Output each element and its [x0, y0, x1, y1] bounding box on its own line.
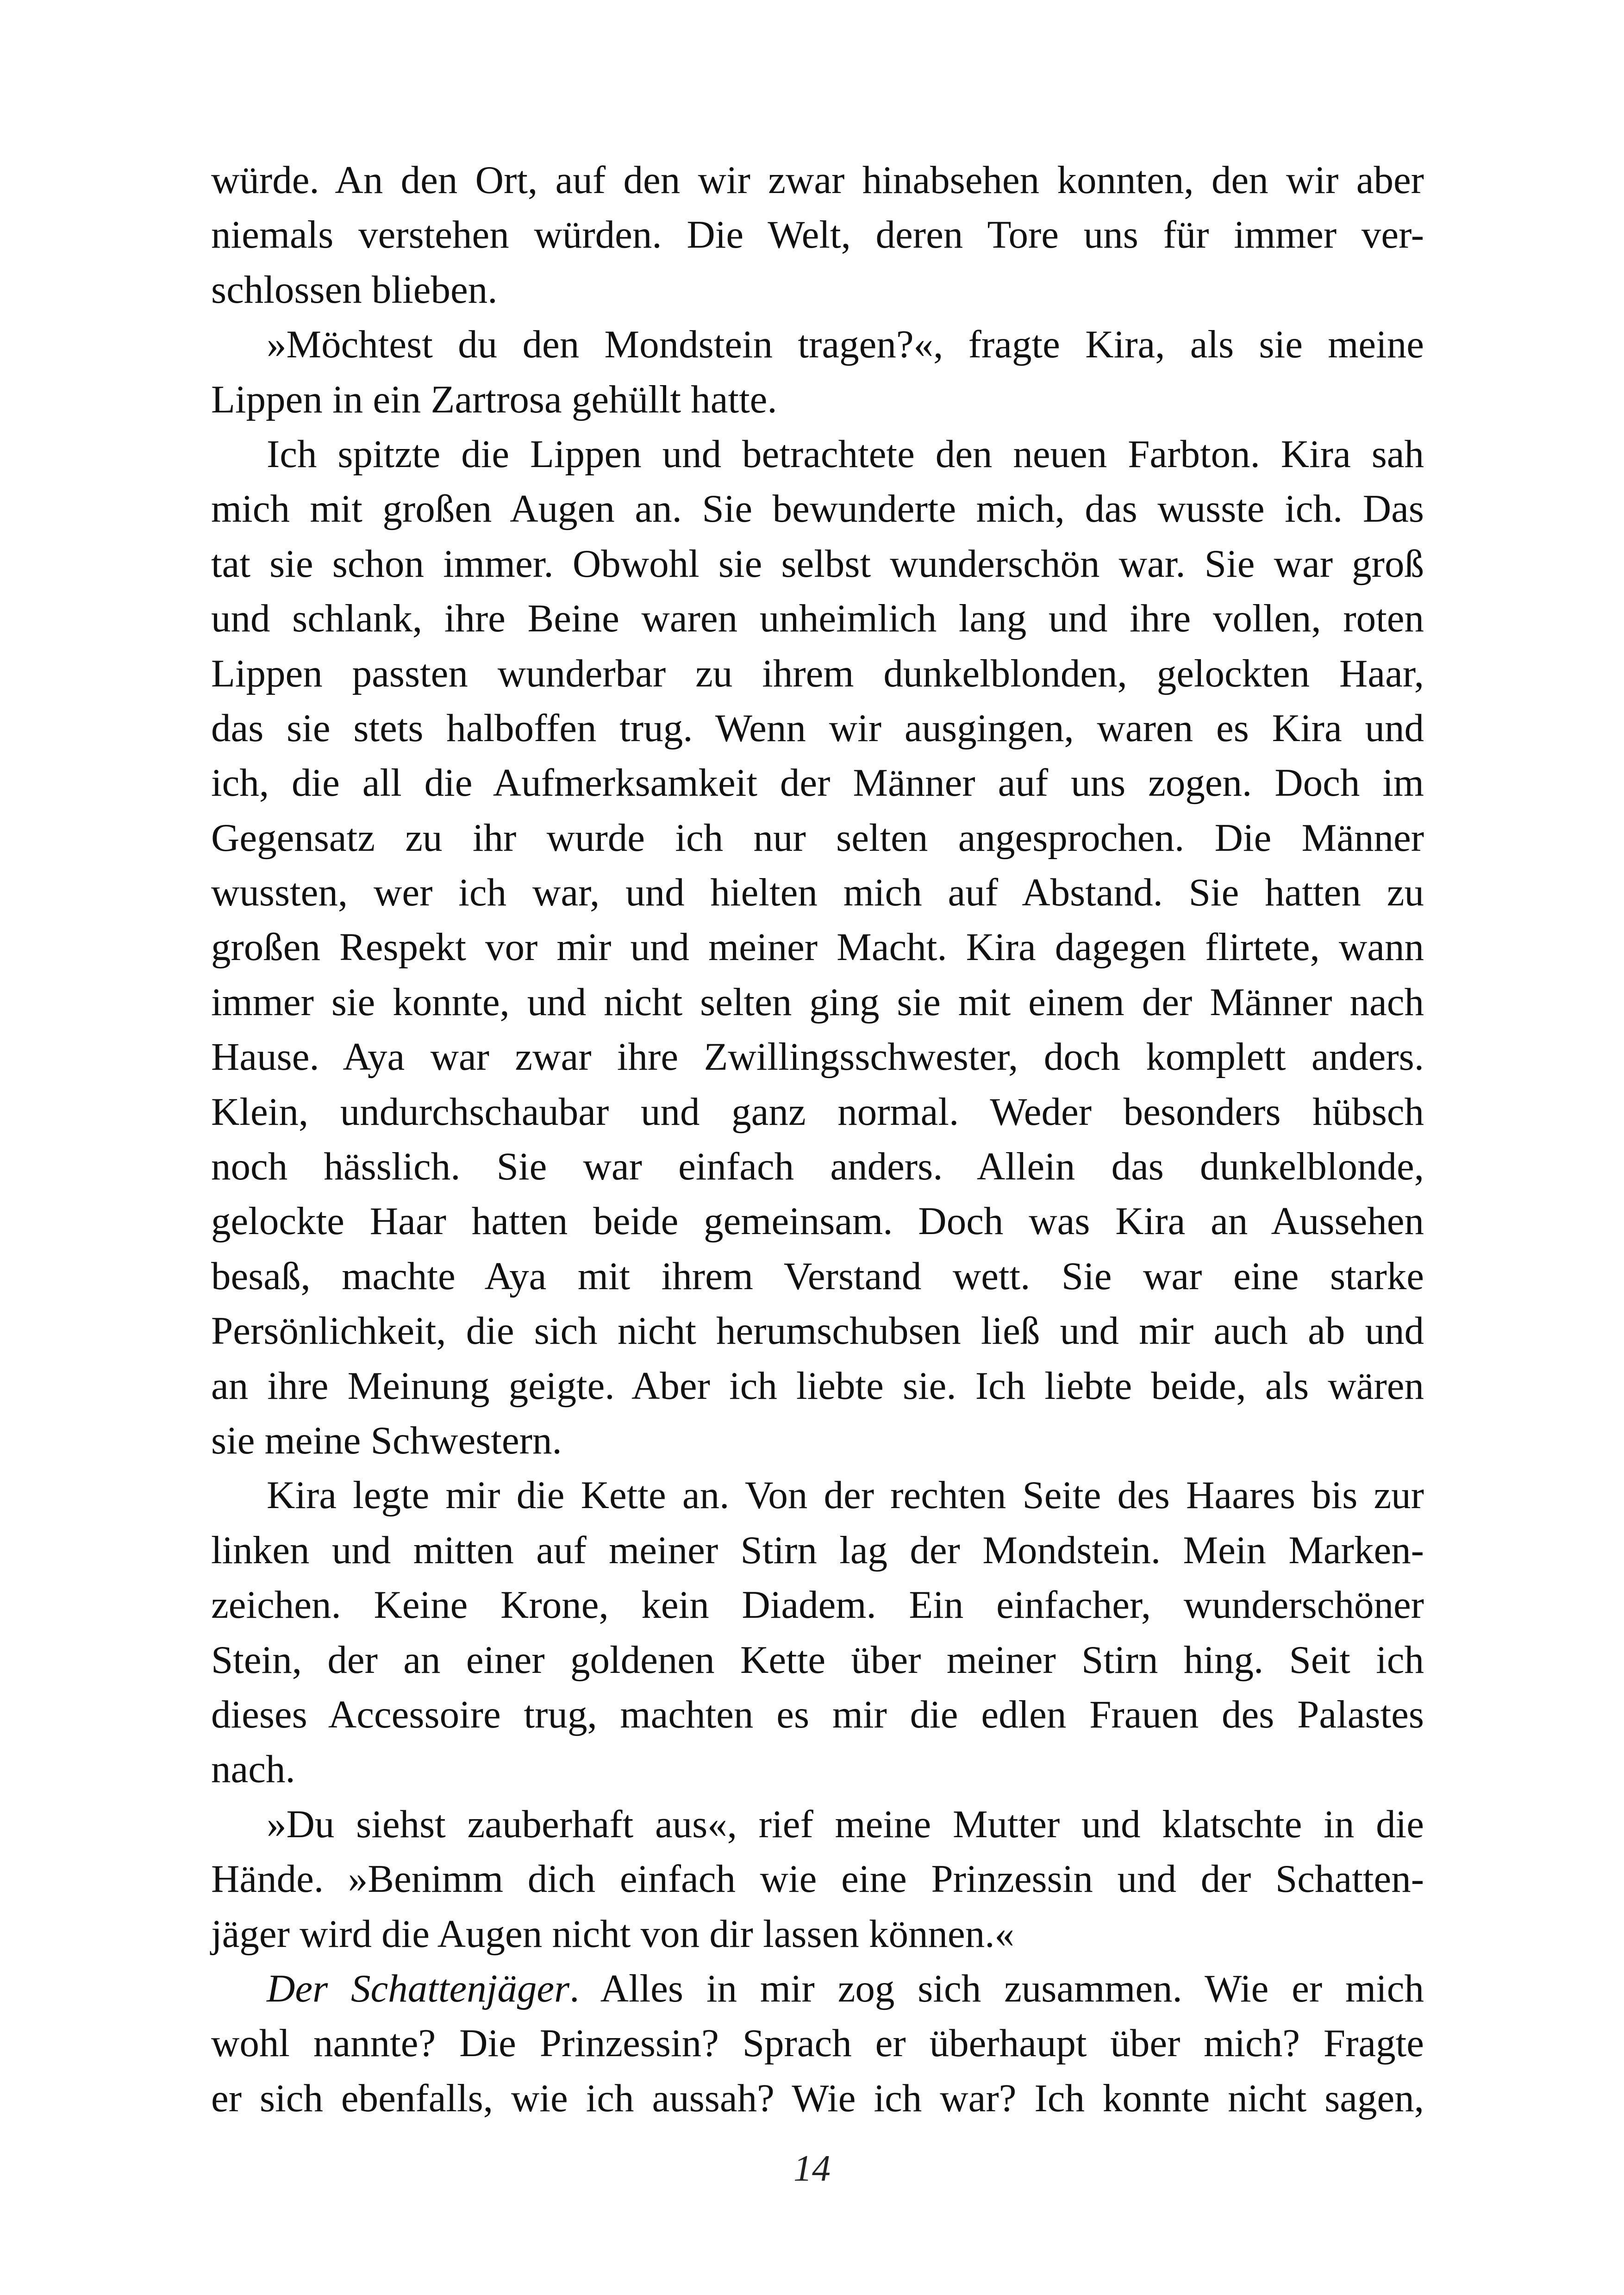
text-line: Stein, der an einer goldenen Kette über meiner Stirn hing. Seit ich [211, 1638, 1424, 1682]
text-line: an ihre Meinung geigte. Aber ich liebte sie. Ich liebte beide, als wären [211, 1364, 1424, 1408]
text-line: großen Respekt vor mir und meiner Macht. Kira dagegen flirtete, wann [211, 925, 1424, 969]
text-line: Lippen passten wunderbar zu ihrem dunkelblonden, gelockten Haar, [211, 651, 1424, 695]
text-line: besaß, machte Aya mit ihrem Verstand wett. Sie war eine starke [211, 1254, 1424, 1298]
text-line: Kira legte mir die Kette an. Von der rechten Seite des Haares bis zur [267, 1473, 1424, 1517]
text-line: tat sie schon immer. Obwohl sie selbst wunderschön war. Sie war groß [211, 542, 1424, 586]
text-line: mich mit großen Augen an. Sie bewunderte mich, das wusste ich. Das [211, 487, 1424, 531]
text-line: gelockte Haar hatten beide gemeinsam. Doch was Kira an Aussehen [211, 1199, 1424, 1243]
text-line: Klein, undurchschaubar und ganz normal. Weder besonders hübsch [211, 1090, 1424, 1134]
text-line [211, 1961, 1424, 2016]
text-line: Hände. »Benimm dich einfach wie eine Prinzessin und der Schatten- [211, 1857, 1424, 1901]
text-line: und schlank, ihre Beine waren unheimlich lang und ihre vollen, roten [211, 597, 1424, 641]
text-line: Lippen in ein Zartrosa gehüllt hatte. [211, 377, 777, 421]
text-line: noch hässlich. Sie war einfach anders. Allein das dunkelblonde, [211, 1145, 1424, 1189]
text-line: er sich ebenfalls, wie ich aussah? Wie ich war? Ich konnte nicht sagen, [211, 2076, 1424, 2120]
text-line: Persönlichkeit, die sich nicht herumschubsen ließ und mir auch ab und [211, 1309, 1424, 1353]
text-line: schlossen blieben. [211, 268, 498, 312]
text-line: das sie stets halboffen trug. Wenn wir ausgingen, waren es Kira und [211, 706, 1424, 750]
text-line: sie meine Schwestern. [211, 1418, 562, 1462]
text-line: »Du siehst zauberhaft aus«, rief meine Mutter und klatschte in die [267, 1802, 1424, 1846]
page-number: 14 [793, 2148, 831, 2189]
text-line: linken und mitten auf meiner Stirn lag der Mondstein. Mein Marken- [211, 1528, 1424, 1572]
body-text [211, 153, 1424, 2126]
line-rest: . Alles in mir zog sich zusammen. Wie er mich [569, 1966, 1424, 2010]
text-line: niemals verstehen würden. Die Welt, deren Tore uns für immer ver- [211, 213, 1424, 257]
text-line: »Möchtest du den Mondstein tragen?«, fragte Kira, als sie meine [267, 323, 1424, 367]
text-line: Ich spitzte die Lippen und betrachtete den neuen Farbton. Kira sah [267, 432, 1424, 476]
text-line: wussten, wer ich war, und hielten mich auf Abstand. Sie hatten zu [211, 871, 1424, 915]
text-line: Gegensatz zu ihr wurde ich nur selten angesprochen. Die Männer [211, 816, 1424, 860]
text-line: würde. An den Ort, auf den wir zwar hinabsehen konnten, den wir aber [211, 158, 1424, 202]
text-line: ich, die all die Aufmerksamkeit der Männer auf uns zogen. Doch im [211, 761, 1424, 805]
italic-phrase: Der Schattenjäger [267, 1966, 570, 2010]
text-line: nach. [211, 1747, 295, 1791]
text-line: dieses Accessoire trug, machten es mir die edlen Frauen des Palastes [211, 1692, 1424, 1736]
text-line: wohl nannte? Die Prinzessin? Sprach er überhaupt über mich? Fragte [211, 2021, 1424, 2065]
text-line: Hause. Aya war zwar ihre Zwillingsschwester, doch komplett anders. [211, 1035, 1424, 1079]
text-line: immer sie konnte, und nicht selten ging sie mit einem der Männer nach [211, 980, 1424, 1024]
text-line: zeichen. Keine Krone, kein Diadem. Ein einfacher, wunderschöner [211, 1583, 1424, 1627]
text-line: jäger wird die Augen nicht von dir lassen können.« [211, 1912, 1015, 1956]
